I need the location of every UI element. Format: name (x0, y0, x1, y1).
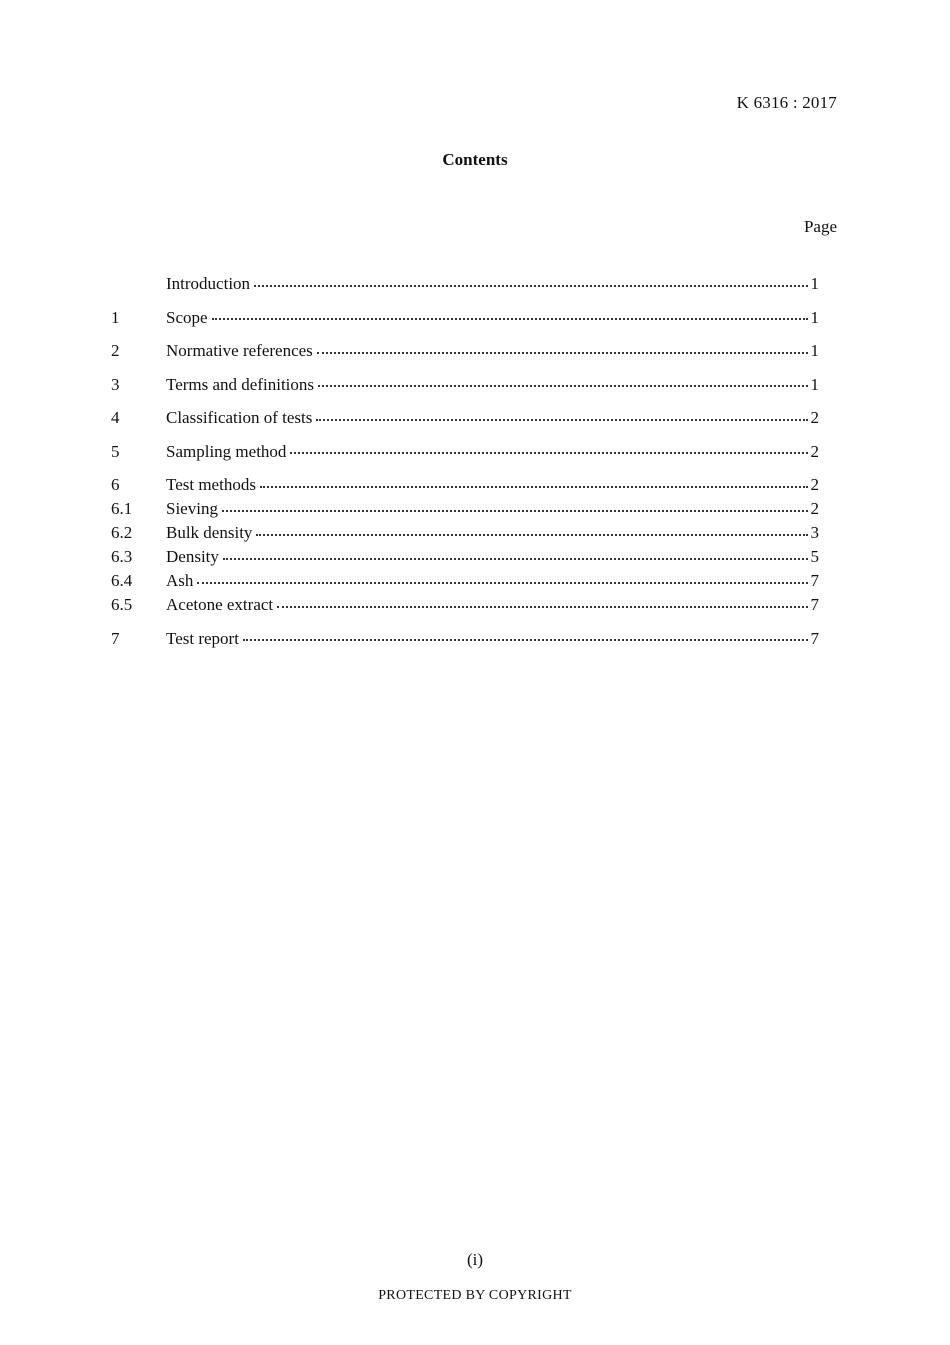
toc-entry-title: Scope (166, 307, 208, 327)
toc-entry[interactable] (111, 545, 819, 569)
toc-dot-leader (290, 452, 807, 454)
toc-entry-number: 6.5 (111, 595, 133, 614)
toc-dot-leader (222, 510, 808, 512)
toc-entry-title: Ash (166, 571, 194, 590)
toc-dot-leader (254, 285, 807, 287)
toc-entry-number: 2 (111, 341, 120, 360)
toc-dot-leader (256, 534, 807, 536)
toc-entry-title: Classification of tests (166, 408, 313, 427)
toc-entry-title: Acetone extract (166, 595, 274, 614)
toc-entry[interactable] (111, 497, 819, 521)
toc-entry-page: 2 (810, 441, 819, 461)
toc-entry-number: 5 (111, 441, 120, 461)
toc-entry-number: 1 (111, 307, 120, 327)
toc-entry-title: Introduction (166, 274, 251, 293)
toc-entry-page: 3 (810, 523, 819, 542)
toc-entry-number: 7 (111, 628, 120, 648)
toc-entry[interactable] (111, 272, 819, 296)
toc-entry-page: 1 (810, 341, 819, 360)
toc-entry-title: Test methods (166, 475, 256, 494)
toc-entry-title: Normative references (166, 341, 313, 360)
toc-entry-page: 7 (810, 628, 819, 648)
toc-entry-page: 2 (810, 475, 819, 494)
toc-entry[interactable] (111, 627, 819, 651)
toc-entry[interactable] (111, 569, 819, 593)
toc-entry[interactable] (111, 440, 819, 464)
toc-dot-leader (223, 558, 808, 560)
toc-dot-leader (260, 486, 808, 488)
toc-entry[interactable] (111, 521, 819, 545)
toc-entry-number: 6 (111, 475, 120, 494)
toc-dot-leader (277, 606, 807, 608)
toc-entry-title: Sieving (166, 499, 218, 518)
toc-dot-leader (317, 352, 808, 354)
toc-dot-leader (316, 419, 807, 421)
toc-dot-leader (243, 639, 808, 641)
toc-entry-number: 6.1 (111, 499, 133, 518)
toc-entry[interactable] (111, 373, 819, 397)
toc-dot-leader (212, 318, 808, 320)
toc-dot-leader (197, 582, 807, 584)
toc-entry[interactable] (111, 593, 819, 617)
toc-entry-number: 6.4 (111, 571, 133, 590)
toc-entry-page: 2 (810, 408, 819, 427)
toc-dot-leader (318, 385, 807, 387)
toc-entry-number: 3 (111, 374, 120, 394)
toc-entry-title: Density (166, 547, 219, 566)
toc-entry-title: Sampling method (166, 441, 287, 461)
page-title: Contents (442, 150, 508, 169)
toc-entry[interactable] (111, 406, 819, 430)
page-column-label: Page (803, 217, 837, 236)
toc-entry-page: 7 (810, 595, 819, 614)
toc-entry[interactable] (111, 339, 819, 363)
standard-number: K 6316 : 2017 (736, 93, 837, 112)
toc-entry-title: Terms and definitions (166, 374, 315, 394)
toc-entry-number: 6.2 (111, 523, 133, 542)
toc-entry-page: 1 (810, 274, 819, 293)
table-of-contents (111, 272, 819, 651)
toc-entry[interactable] (111, 473, 819, 497)
toc-entry-page: 5 (810, 547, 819, 566)
toc-entry-page: 2 (810, 499, 819, 518)
toc-entry-page: 1 (810, 374, 819, 394)
toc-entry-number: 4 (111, 408, 120, 427)
toc-entry-page: 1 (810, 307, 819, 327)
toc-entry-title: Bulk density (166, 523, 253, 542)
toc-entry-number: 6.3 (111, 547, 133, 566)
toc-entry[interactable] (111, 306, 819, 330)
copyright-notice: PROTECTED BY COPYRIGHT (378, 1288, 572, 1303)
toc-entry-page: 7 (810, 571, 819, 590)
toc-entry-title: Test report (166, 628, 239, 648)
page-number: (i) (466, 1250, 484, 1269)
